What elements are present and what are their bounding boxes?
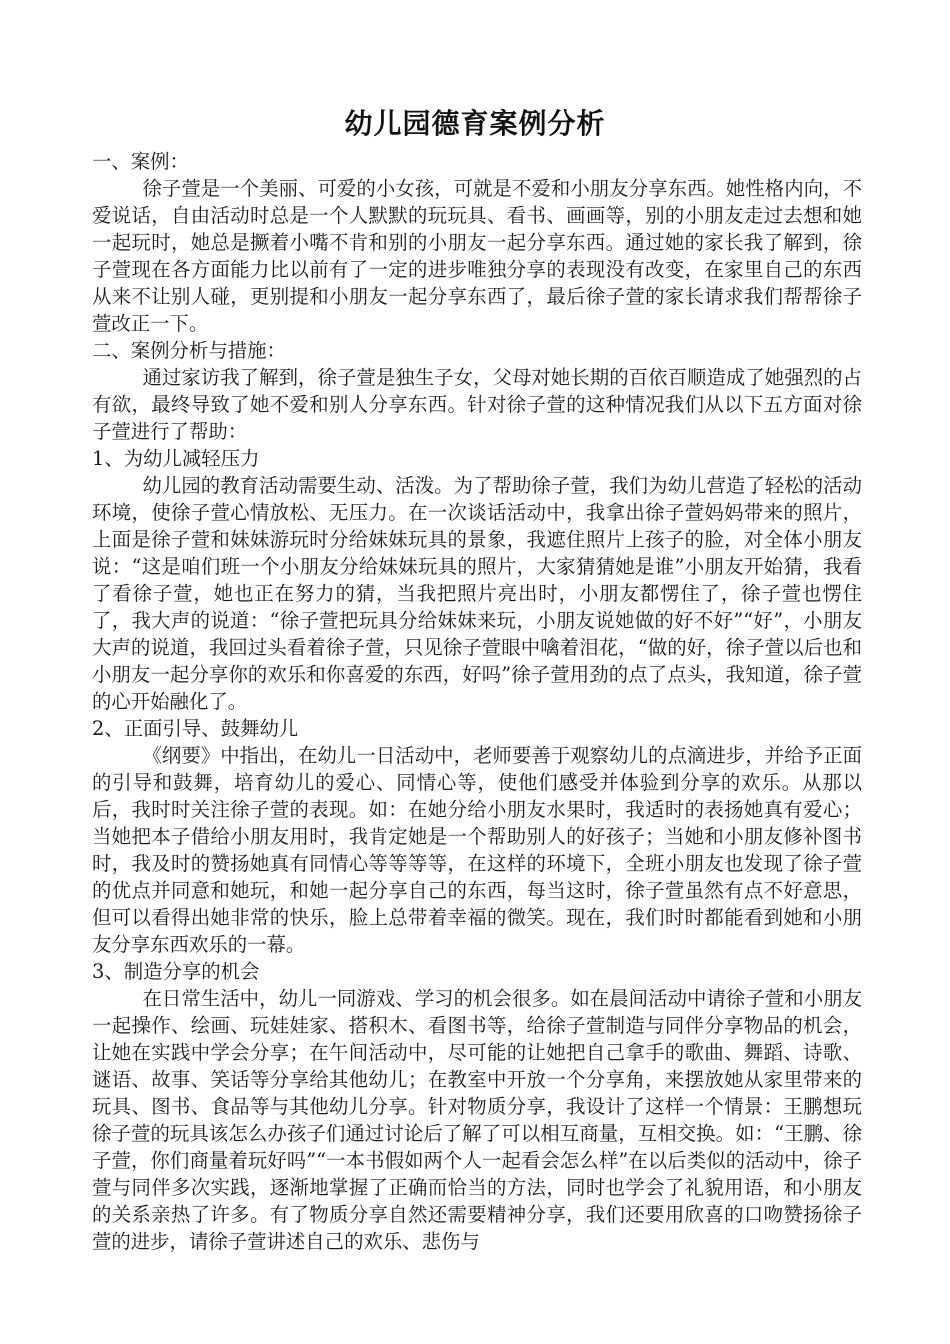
measure-paragraph-2: 《纲要》中指出，在幼儿一日活动中，老师要善于观察幼儿的点滴进步，并给予正面的引导和鼓舞，培育幼儿的爱心、同情心等，使他们感受并体验到分享的欢乐。从那以后，我时时关注徐子萱的表现。如：在她分给小朋友水果时，我适时的表扬她真有爱心；当她把本子借给小朋友用时，我肯定她是一个帮助别人的好孩子；当她和小朋友修补图书时，我及时的赞扬她真有同情心等等等等，在这样的环境下，全班小朋友也发现了徐子萱的优点并同意和她玩，和她一起分享自己的东西，每当这时，徐子萱虽然有点不好意思，但可以看得出她非常的快乐，脸上总带着幸福的微笑。现在，我们时时都能看到她和小朋友分享东西欢乐的一幕。 [92, 744, 862, 956]
case-paragraph: 徐子萱是一个美丽、可爱的小女孩，可就是不爱和小朋友分享东西。她性格内向，不爱说话，自由活动时总是一个人默默的玩玩具、看书、画画等，别的小朋友走过去想和她一起玩时，她总是撅着小嘴不肯和别的小朋友一起分享东西。通过她的家长我了解到，徐子萱现在各方面能力比以前有了一定的进步唯独分享的表现没有改变，在家里自己的东西从来不让别人碰，更别提和小朋友一起分享东西了，最后徐子萱的家长请求我们帮帮徐子萱改正一下。 [92, 177, 862, 335]
document-title: 幼儿园德育案例分析 [344, 107, 606, 140]
measure-heading-3: 3、制造分享的机会 [92, 960, 260, 983]
analysis-paragraph: 通过家访我了解到，徐子萱是独生子女，父母对她长期的百依百顺造成了她强烈的占有欲，最终导致了她不爱和别人分享东西。针对徐子萱的这种情况我们从以下五方面对徐子萱进行了帮助： [92, 366, 862, 443]
document-body [92, 148, 862, 1255]
measure-paragraph-3: 在日常生活中，幼儿一同游戏、学习的机会很多。如在晨间活动中请徐子萱和小朋友一起操作、绘画、玩娃娃家、搭积木、看图书等，给徐子萱制造与同伴分享物品的机会，让她在实践中学会分享；在午间活动中，尽可能的让她把自己拿手的歌曲、舞蹈、诗歌、谜语、故事、笑话等分享给其他幼儿；在教室中开放一个分享角，来摆放她从家里带来的玩具、图书、食品等与其他幼儿分享。针对物质分享，我设计了这样一个情景：王鹏想玩徐子萱的玩具该怎么办孩子们通过讨论后了解了可以相互商量，互相交换。如：“王鹏、徐子萱，你们商量着玩好吗”“一本书假如两个人一起看会怎么样”在以后类似的活动中，徐子萱与同伴多次实践，逐渐地掌握了正确而恰当的方法，同时也学会了礼貌用语，和小朋友的关系亲热了许多。有了物质分享自然还需要精神分享，我们还要用欣喜的口吻赞扬徐子萱的进步，请徐子萱讲述自己的欢乐、悲伤与 [92, 987, 862, 1253]
section-heading-case: 一、案例： [92, 150, 189, 173]
measure-heading-2: 2、正面引导、鼓舞幼儿 [92, 717, 299, 740]
section-heading-analysis: 二、案例分析与措施： [92, 339, 286, 362]
measure-paragraph-1: 幼儿园的教育活动需要生动、活泼。为了帮助徐子萱，我们为幼儿营造了轻松的活动环境，使徐子萱心情放松、无压力。在一次谈话活动中，我拿出徐子萱妈妈带来的照片，上面是徐子萱和妹妹游玩时分给妹妹玩具的景象，我遮住照片上孩子的脸，对全体小朋友说：“这是咱们班一个小朋友分给妹妹玩具的照片，大家猜猜她是谁”小朋友开始猜，我看了看徐子萱，她也正在努力的猜，当我把照片亮出时，小朋友都愣住了，徐子萱也愣住了，我大声的说道：“徐子萱把玩具分给妹妹来玩，小朋友说她做的好不好”“好”，小朋友大声的说道，我回过头看着徐子萱，只见徐子萱眼中噙着泪花，“做的好，徐子萱以后也和小朋友一起分享你的欢乐和你喜爱的东西，好吗”徐子萱用劲的点了点头，我知道，徐子萱的心开始融化了。 [92, 474, 862, 713]
measure-heading-1: 1、为幼儿减轻压力 [92, 447, 260, 470]
